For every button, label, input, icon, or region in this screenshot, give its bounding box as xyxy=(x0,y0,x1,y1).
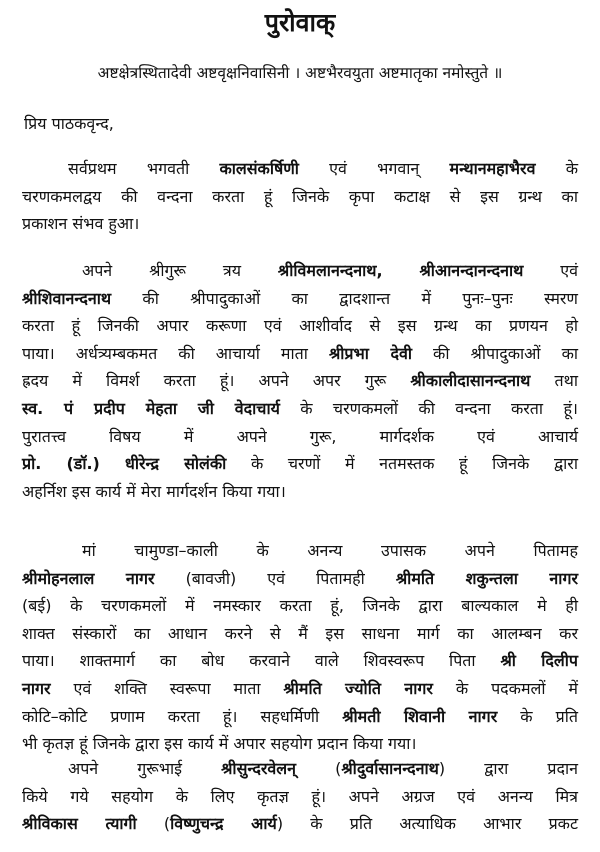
text-span: तथा xyxy=(530,371,578,391)
paragraph-line xyxy=(22,340,578,368)
bold-name: श्रीमति ज्योति नागर xyxy=(283,678,433,698)
paragraph-line xyxy=(22,367,578,395)
bold-name: श्रीप्रभा देवी xyxy=(328,343,412,363)
text-span: के xyxy=(535,159,578,178)
paragraph-line xyxy=(22,450,578,478)
text-span: ) द्वारा प्रदान xyxy=(438,759,578,778)
text-span: की श्रीपादुकाओं का द्वादशान्त में पुनः–पुनः स्मरण xyxy=(111,288,578,308)
bold-name: श्रीविमलानन्दनाथ, xyxy=(277,261,383,280)
text-span xyxy=(383,261,420,280)
bold-name: श्रीकालीदासानन्दनाथ xyxy=(410,371,531,391)
bold-name: श्रीआनन्दानन्दनाथ xyxy=(419,261,524,280)
bold-name: श्री दिलीप xyxy=(500,651,578,671)
bold-name: श्रीमति शकुन्तला नागर xyxy=(395,568,579,588)
text-span: ) के प्रति अत्याधिक आभार प्रकट xyxy=(276,814,579,834)
paragraph-line xyxy=(22,703,578,731)
paragraph-line: मां चामुण्डा–काली के अनन्य उपासक अपने पितामह xyxy=(82,541,578,560)
paragraph-line: किये गये सहयोग के लिए कृतज्ञ हूं। अपने अग्रज एवं अनन्य मित्र xyxy=(22,786,578,806)
paragraph-line xyxy=(22,257,578,285)
paragraph-line: प्रकाशन संभव हुआ। xyxy=(22,214,140,234)
paragraph-line: (बई) के चरणकमलों में नमस्कार करता हूं, जिनके द्वारा बाल्यकाल मे ही xyxy=(22,596,578,616)
page-title: पुरोवाक् xyxy=(264,8,336,37)
paragraph-4 xyxy=(22,755,578,838)
bold-name: नागर xyxy=(22,678,51,698)
paragraph-3 xyxy=(22,537,578,758)
text-span: कोटि–कोटि प्रणाम करता हूं। सहधर्मिणी xyxy=(22,706,343,726)
text-span: ह्रदय में विमर्श करता हूं। अपने अपर गुरू xyxy=(22,371,411,391)
bold-name: श्रीमती शिवानी नागर xyxy=(342,706,498,726)
text-span: एवं xyxy=(523,261,578,280)
text-span: एवं शक्ति स्वरूपा माता xyxy=(50,678,284,698)
salutation: प्रिय पाठकवृन्द, xyxy=(24,114,114,133)
text-span: के चरणों में नतमस्तक हूं जिनके द्वारा xyxy=(226,454,578,474)
bold-name: श्रीविकास त्यागी xyxy=(22,814,137,834)
bold-name: श्रीमोहनलाल नागर xyxy=(22,568,155,588)
text-span: अपने गुरूभाई xyxy=(68,759,222,778)
bold-name: श्रीदुर्वासानन्दनाथ xyxy=(341,759,439,778)
paragraph-1 xyxy=(22,155,578,238)
paragraph-line xyxy=(22,810,578,838)
paragraph-line xyxy=(22,647,578,675)
text-span: सर्वप्रथम भगवती xyxy=(68,159,220,178)
paragraph-2 xyxy=(22,257,578,505)
paragraph-line xyxy=(22,155,578,183)
paragraph-line: अहर्निश इस कार्य में मेरा मार्गदर्शन किया गया। xyxy=(22,481,286,501)
text-span: (बावजी) एवं पितामही xyxy=(154,568,396,588)
bold-name: विष्णुचन्द्र आर्य xyxy=(170,814,277,834)
text-span: के पदकमलों में xyxy=(432,678,578,698)
text-span: पाया। अर्धत्र्यम्बकमत की आचार्या माता xyxy=(22,343,329,363)
paragraph-line: चरणकमलद्वय की वन्दना करता हूं जिनके कृपा कटाक्ष से इस ग्रन्थ का xyxy=(22,186,578,206)
text-span: की श्रीपादुकाओं का xyxy=(412,343,578,363)
text-span: पाया। शाक्तमार्ग का बोध करवाने वाले शिवस्वरूप पिता xyxy=(22,651,501,671)
paragraph-line xyxy=(22,565,578,593)
bold-name: श्रीसुन्दरवेलन् xyxy=(221,759,296,778)
text-span: ( xyxy=(296,759,342,778)
paragraph-line: भी कृतज्ञ हूं जिनके द्वारा इस कार्य में अपार सहयोग प्रदान किया गया। xyxy=(22,734,417,754)
paragraph-line xyxy=(22,675,578,703)
text-span: के चरणकमलों की वन्दना करता हूं। xyxy=(279,398,579,418)
paragraph-line xyxy=(22,755,578,783)
text-span: अपने श्रीगुरू त्रय xyxy=(82,261,278,280)
bold-name: कालसंकर्षिणी xyxy=(219,159,299,178)
paragraph-line: पुरातत्त्व विषय में अपने गुरू, मार्गदर्शक एवं आचार्य xyxy=(22,426,578,446)
bold-name: स्व. पं प्रदीप मेहता जी वेदाचार्य xyxy=(22,398,280,418)
paragraph-line xyxy=(22,285,578,313)
paragraph-line: करता हूं जिनकी अपार करूणा एवं आशीर्वाद से इस ग्रन्थ का प्रणयन हो xyxy=(22,316,578,336)
invocation-verse: अष्टक्षेत्रस्थितादेवी अष्टवृक्षनिवासिनी । अष्टभैरवयुता अष्टमातृका नमोस्तुते ॥ xyxy=(97,64,503,82)
bold-name: मन्थानमहाभैरव xyxy=(449,159,536,178)
text-span: ( xyxy=(136,814,171,834)
paragraph-line xyxy=(22,395,578,423)
bold-name: प्रो. (डॉ.) धीरेन्द्र सोलंकी xyxy=(22,454,227,474)
paragraph-line: शाक्त संस्कारों का आधान करने से मैं इस साधना मार्ग का आलम्बन कर xyxy=(22,623,578,643)
text-span: के प्रति xyxy=(497,706,579,726)
bold-name: श्रीशिवानन्दनाथ xyxy=(22,288,112,308)
text-span: एवं भगवान् xyxy=(298,159,450,178)
